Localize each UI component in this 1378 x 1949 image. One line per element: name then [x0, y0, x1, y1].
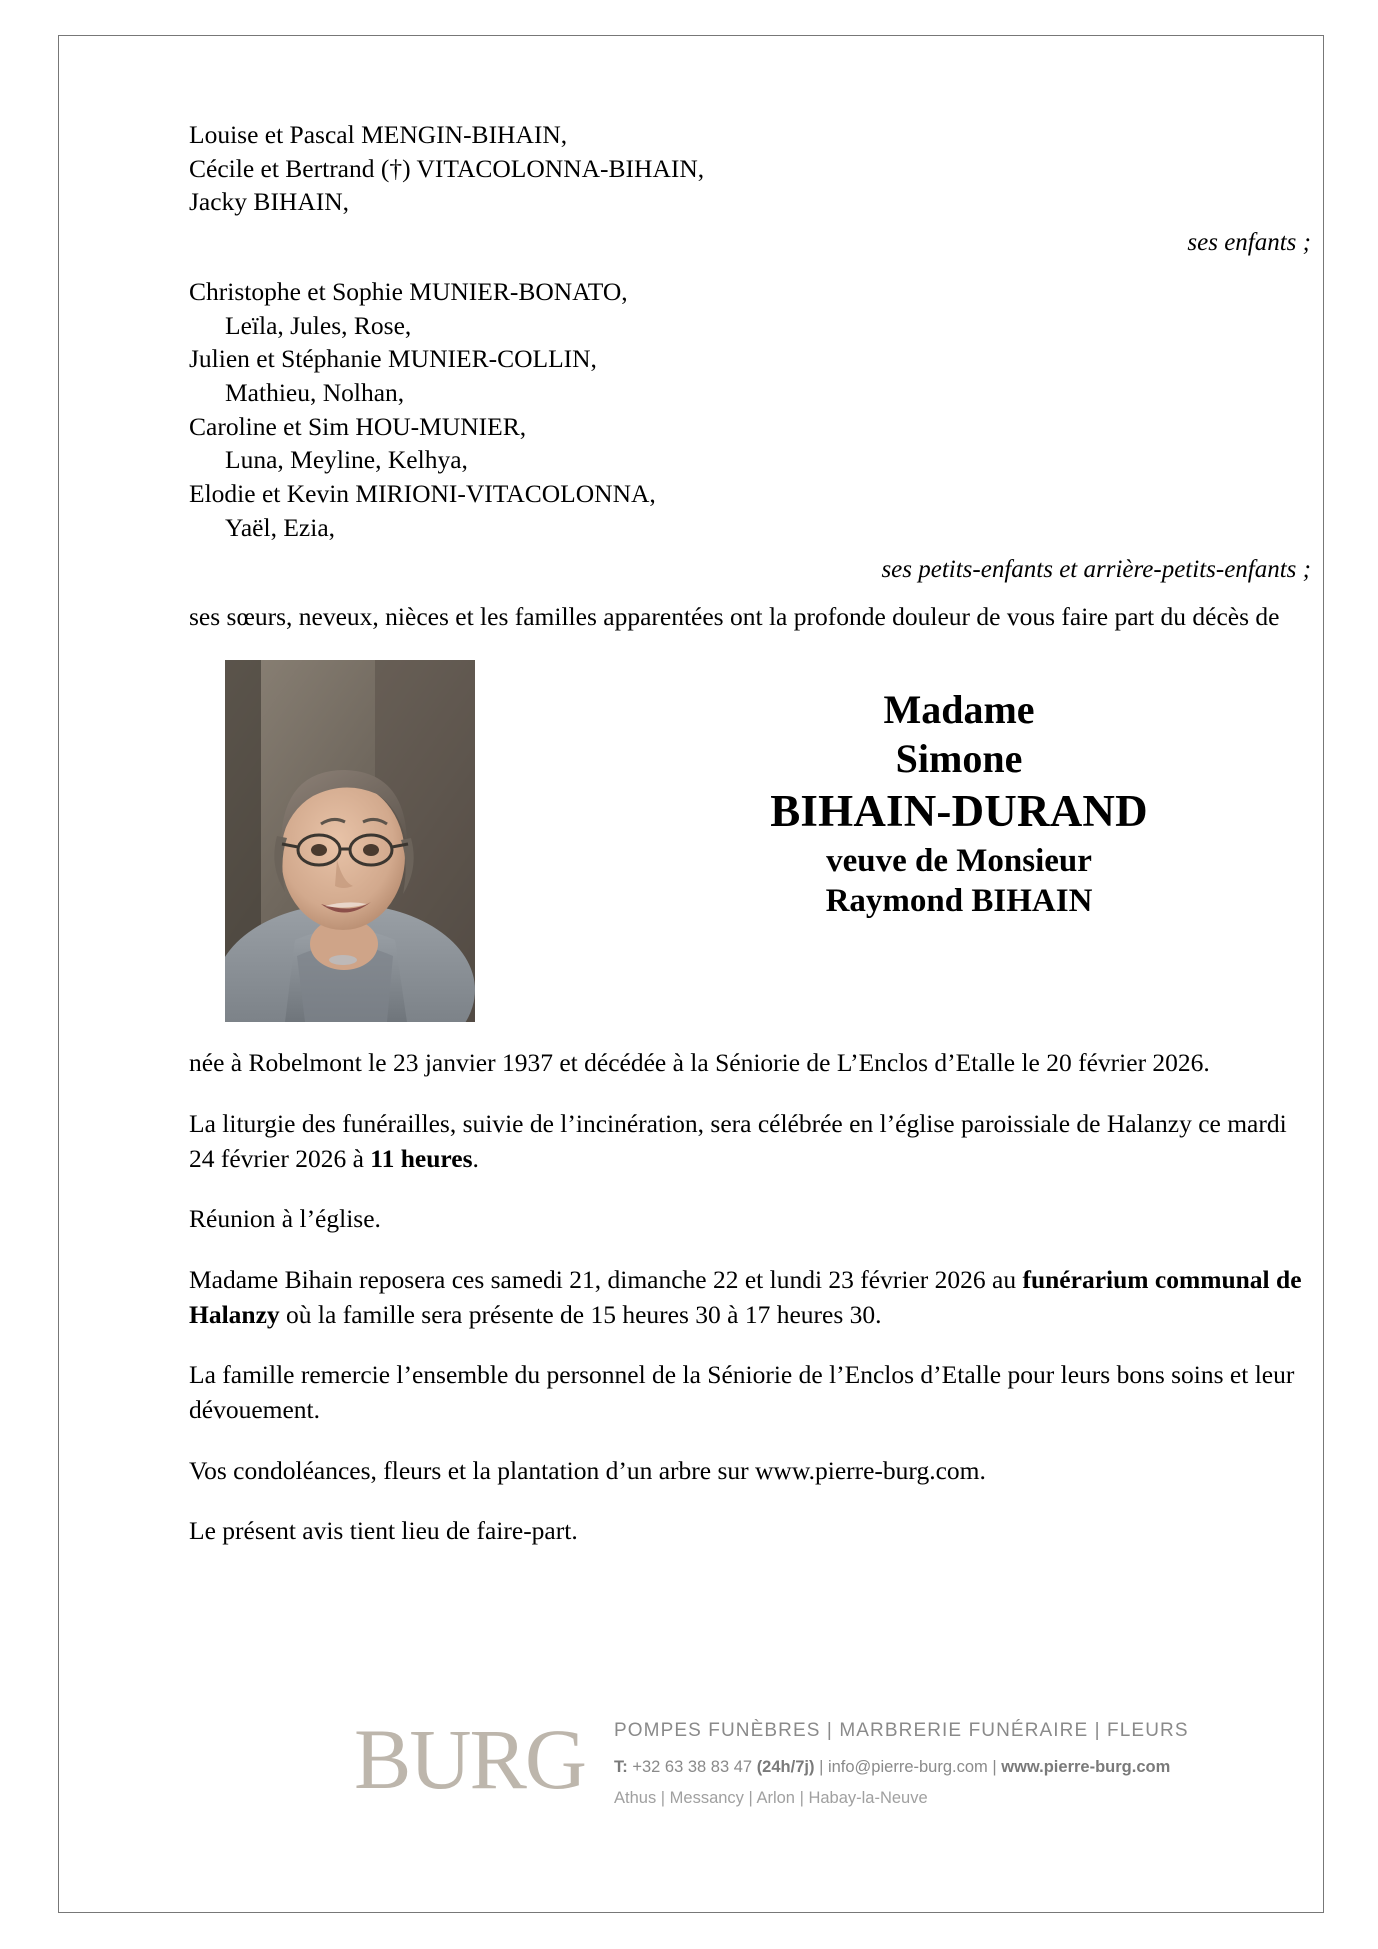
- phone-number: +32 63 38 83 47: [632, 1758, 753, 1776]
- paragraph-birth-death: [189, 1046, 1317, 1081]
- separator-2: |: [992, 1758, 997, 1776]
- grandchildren-line: Luna, Meyline, Kelhya,: [225, 445, 468, 475]
- footer-contact: [614, 1758, 1314, 1777]
- paragraph-segment: La liturgie des funérailles, suivie de l’incinération, sera célébrée en l’église paroissiale de Halanzy ce mardi 24 février 2026 à: [189, 1109, 1287, 1173]
- paragraph-visitation: [189, 1263, 1317, 1332]
- paragraph-liturgy: [189, 1107, 1317, 1176]
- grandchildren-line: Julien et Stéphanie MUNIER-COLLIN,: [189, 344, 597, 374]
- announcement-text: ses sœurs, neveux, nièces et les familles apparentées ont la profonde douleur de vous faire part du décès de: [189, 602, 1280, 632]
- notice-content: [189, 118, 1317, 1549]
- children-role-label: ses enfants ;: [1187, 228, 1311, 256]
- email-address[interactable]: info@pierre-burg.com: [827, 1758, 988, 1776]
- grandchildren-line: Yaël, Ezia,: [225, 512, 336, 542]
- grandchildren-line: Leïla, Jules, Rose,: [225, 310, 412, 340]
- paragraph-reunion: [189, 1202, 1317, 1237]
- website-url[interactable]: www.pierre-burg.com: [1001, 1758, 1171, 1776]
- footer-cities: Athus | Messancy | Arlon | Habay-la-Neuve: [614, 1789, 928, 1807]
- paragraph-segment-bold: 11 heures: [370, 1143, 473, 1173]
- grandchildren-role-label: ses petits-enfants et arrière-petits-enfants ;: [881, 556, 1311, 584]
- paragraph-segment: Le présent avis tient lieu de faire-part.: [189, 1516, 578, 1546]
- paragraph-segment-bold: funérarium communal de Halanzy: [189, 1265, 1302, 1329]
- paragraph-thanks: [189, 1358, 1317, 1427]
- paragraph-faire-part: [189, 1514, 1317, 1549]
- grandchildren-block: [189, 275, 1317, 544]
- grandchildren-line: Christophe et Sophie MUNIER-BONATO,: [189, 276, 628, 306]
- notice-body: [189, 1046, 1317, 1549]
- spouse-name: Raymond BIHAIN: [825, 883, 1093, 920]
- widow-prefix: veuve de Monsieur: [826, 842, 1092, 879]
- paragraph-segment: La famille remercie l’ensemble du personnel de la Séniorie de l’Enclos d’Etalle pour leurs bons soins et leur dévouement.: [189, 1360, 1295, 1425]
- paragraph-segment: où la famille sera présente de 15 heures 30 à 17 heures 30.: [279, 1299, 882, 1329]
- burg-logo: [354, 1711, 594, 1836]
- children-line: Cécile et Bertrand (†) VITACOLONNA-BIHAIN,: [189, 153, 705, 183]
- paragraph-segment: Madame Bihain reposera ces samedi 21, dimanche 22 et lundi 23 février 2026 au: [189, 1265, 1023, 1295]
- notice-frame: [58, 35, 1324, 1913]
- footer-services: POMPES FUNÈBRES | MARBRERIE FUNÉRAIRE | FLEURS: [614, 1720, 1189, 1741]
- paragraph-segment: .: [472, 1143, 479, 1173]
- deceased-last-name: BIHAIN-DURAND: [770, 785, 1148, 836]
- deceased-portrait: [225, 660, 475, 1022]
- grandchildren-line: Mathieu, Nolhan,: [225, 377, 405, 407]
- children-block: [189, 118, 1317, 219]
- deceased-name-block: [609, 686, 1309, 921]
- footer-info: [614, 1720, 1314, 1808]
- paragraph-condolences: [189, 1454, 1317, 1489]
- burg-logo-text: BURG: [354, 1711, 585, 1807]
- deceased-title: Madame: [883, 687, 1035, 733]
- funeral-home-footer: [189, 1708, 1319, 1868]
- paragraph-segment: Réunion à l’église.: [189, 1204, 381, 1234]
- paragraph-segment: née à Robelmont le 23 janvier 1937 et décédée à la Séniorie de L’Enclos d’Etalle le 20 février 2026.: [189, 1048, 1210, 1078]
- deceased-first-name: Simone: [895, 736, 1023, 782]
- portrait-and-name: [189, 660, 1317, 1032]
- children-line: Louise et Pascal MENGIN-BIHAIN,: [189, 120, 568, 149]
- grandchildren-line: Caroline et Sim HOU-MUNIER,: [189, 411, 527, 441]
- phone-label: T:: [614, 1758, 628, 1776]
- separator-1: |: [819, 1758, 824, 1776]
- children-line: Jacky BIHAIN,: [189, 187, 350, 217]
- grandchildren-line: Elodie et Kevin MIRIONI-VITACOLONNA,: [189, 478, 656, 508]
- paragraph-segment: Vos condoléances, fleurs et la plantation d’un arbre sur www.pierre-burg.com.: [189, 1455, 986, 1485]
- phone-hours: (24h/7j): [756, 1758, 815, 1776]
